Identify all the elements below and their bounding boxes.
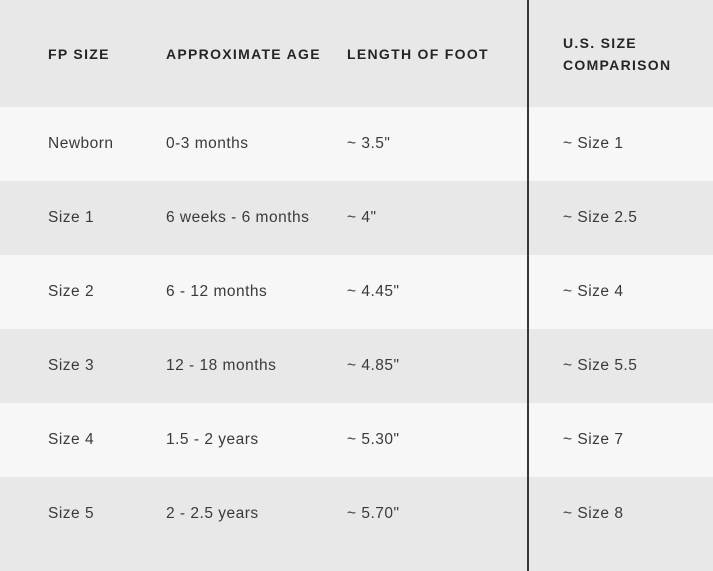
header-length-of-foot: LENGTH OF FOOT bbox=[347, 45, 489, 62]
cell-foot-length: ~ 4.85" bbox=[347, 357, 400, 374]
cell-age: 6 - 12 months bbox=[166, 283, 268, 300]
header-approximate-age: APPROXIMATE AGE bbox=[166, 45, 321, 62]
cell-foot-length: ~ 5.30" bbox=[347, 431, 400, 448]
cell-us-size: ~ Size 4 bbox=[563, 283, 624, 300]
cell-fp-size: Newborn bbox=[48, 135, 114, 152]
cell-fp-size: Size 3 bbox=[48, 357, 95, 374]
cell-age: 0-3 months bbox=[166, 135, 249, 152]
cell-us-size: ~ Size 8 bbox=[563, 505, 624, 522]
cell-age: 6 weeks - 6 months bbox=[166, 209, 310, 226]
cell-foot-length: ~ 5.70" bbox=[347, 505, 400, 522]
cell-us-size: ~ Size 1 bbox=[563, 135, 624, 152]
cell-us-size: ~ Size 5.5 bbox=[563, 357, 638, 374]
cell-foot-length: ~ 3.5" bbox=[347, 135, 391, 152]
cell-fp-size: Size 1 bbox=[48, 209, 95, 226]
column-divider bbox=[527, 0, 529, 571]
table-row bbox=[0, 107, 713, 181]
cell-fp-size: Size 5 bbox=[48, 505, 95, 522]
cell-foot-length: ~ 4.45" bbox=[347, 283, 400, 300]
table-row bbox=[0, 255, 713, 329]
cell-fp-size: Size 4 bbox=[48, 431, 95, 448]
cell-age: 2 - 2.5 years bbox=[166, 505, 259, 522]
table-row bbox=[0, 403, 713, 477]
table-row bbox=[0, 477, 713, 551]
cell-age: 1.5 - 2 years bbox=[166, 431, 259, 448]
table-row bbox=[0, 181, 713, 255]
header-fp-size: FP SIZE bbox=[48, 45, 110, 62]
cell-foot-length: ~ 4" bbox=[347, 209, 377, 226]
cell-age: 12 - 18 months bbox=[166, 357, 277, 374]
table-header-row bbox=[0, 0, 713, 107]
cell-fp-size: Size 2 bbox=[48, 283, 95, 300]
table-row bbox=[0, 329, 713, 403]
header-us-size-comparison: U.S. SIZE COMPARISON bbox=[563, 34, 672, 73]
cell-us-size: ~ Size 7 bbox=[563, 431, 624, 448]
cell-us-size: ~ Size 2.5 bbox=[563, 209, 638, 226]
